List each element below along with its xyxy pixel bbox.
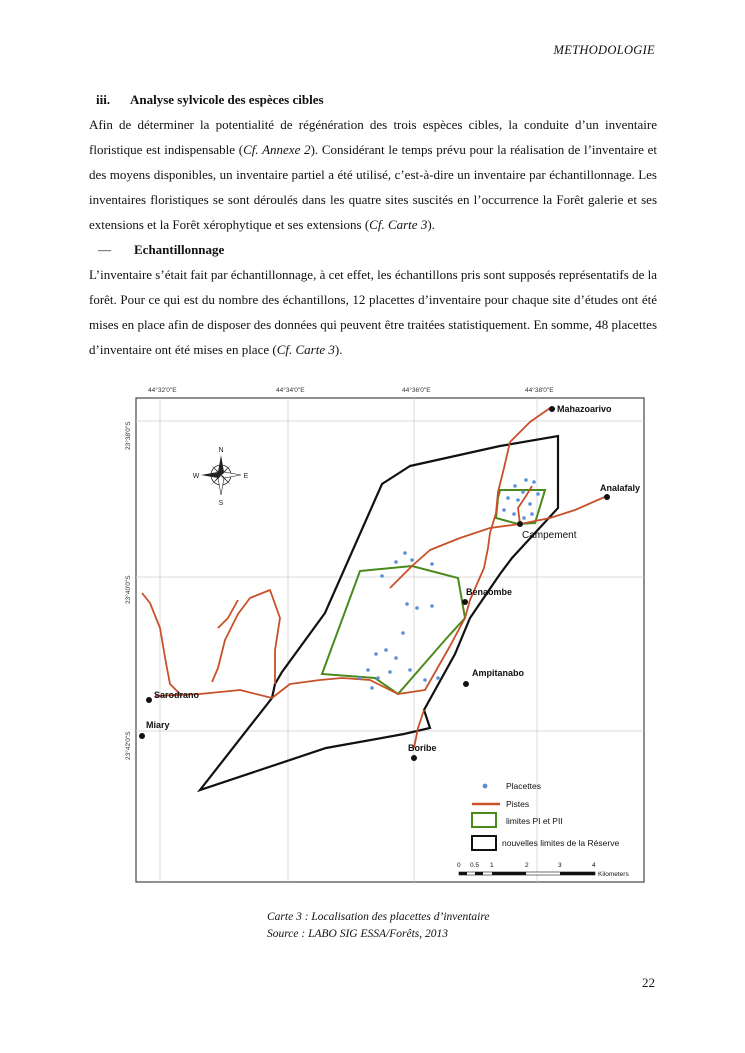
p1-text-c: ). xyxy=(427,217,435,232)
caption-source: Source : LABO SIG ESSA/Forêts, 2013 xyxy=(267,928,448,940)
p2-text-b: ). xyxy=(334,342,343,357)
p1-text-b: ). Considérant le temps prévu pour la réalisation de l’inventaire et des moyens disponibles, un inventaire partiel a été utilisé, c’est-à-dire un inventaire par échantillonnage. Les inventaires floristiques se sont déroulés dans les quatre sites suscités en l’occurrence la Forêt galerie et ses extensions et la Forêt xérophytique et ses extensions ( xyxy=(89,142,657,232)
label-analafaly: Analafaly xyxy=(600,483,641,493)
label-miary: Miary xyxy=(146,720,170,730)
scale-tick: 1 xyxy=(490,862,494,869)
label-campement: Campement xyxy=(522,530,577,541)
legend-reserve: nouvelles limites de la Réserve xyxy=(502,838,620,848)
p1-ref-carte: Cf. Carte 3 xyxy=(369,217,428,232)
lon-label: 44°34'0"E xyxy=(276,387,305,394)
lat-label: 23°40'0"S xyxy=(125,575,132,604)
boribe-marker xyxy=(411,755,417,761)
scale-tick: 0 xyxy=(457,862,461,869)
p1-text-a: Afin de déterminer la potentialité de régénération des trois espèces cibles, la conduite d’un inventaire floristique est indispensable ( xyxy=(89,117,657,157)
compass-s: S xyxy=(218,500,224,507)
label-boribe: Boribe xyxy=(408,743,437,753)
label-sarodrano: Sarodrano xyxy=(154,690,200,700)
mahazoarivo-marker xyxy=(549,406,555,412)
paragraph-echantillonnage xyxy=(89,262,657,362)
legend-limites: limites PI et PII xyxy=(506,816,563,826)
subsection-heading xyxy=(89,237,657,262)
lat-label: 23°42'0"S xyxy=(125,731,132,760)
p1-ref-annexe: Cf. Annexe 2 xyxy=(243,142,311,157)
lon-label: 44°36'0"E xyxy=(402,387,431,394)
miary-marker xyxy=(139,733,145,739)
compass-n: N xyxy=(218,447,224,454)
campement-marker xyxy=(517,521,523,527)
label-ampitanabo: Ampitanabo xyxy=(472,668,525,678)
paragraph-inventaire xyxy=(89,112,657,237)
sarodrano-marker xyxy=(146,697,152,703)
legend-pistes: Pistes xyxy=(506,799,530,809)
ampitanabo-marker xyxy=(463,681,469,687)
running-header: METHODOLOGIE xyxy=(553,43,655,57)
benaombe-marker xyxy=(462,599,468,605)
figure-caption xyxy=(267,909,490,943)
compass-e: E xyxy=(243,473,249,480)
lon-label: 44°32'0"E xyxy=(148,387,177,394)
scale-unit: Kilometers xyxy=(598,871,629,878)
label-mahazoarivo: Mahazoarivo xyxy=(557,404,612,414)
analafaly-marker xyxy=(604,494,610,500)
p2-text-a: L’inventaire s’était fait par échantillonnage, à cet effet, les échantillons pris sont supposés représentatifs de la forêt. Pour ce qui est du nombre des échantillons, 12 placettes d’inventaire pour chaque site d’études ont été mises en place afin de disposer des données qui peuvent être traitées statistiquement. En somme, 48 placettes d’inventaire ont été mises en place ( xyxy=(89,267,657,357)
scale-tick: 3 xyxy=(558,862,562,869)
lon-label: 44°38'0"E xyxy=(525,387,554,394)
section-number: iii. xyxy=(96,92,111,107)
scale-tick: 4 xyxy=(592,862,596,869)
map-carte-3 xyxy=(120,378,650,890)
section-heading xyxy=(89,87,657,112)
section-title: Analyse sylvicole des espèces cibles xyxy=(130,92,324,107)
lat-label: 23°38'0"S xyxy=(125,421,132,450)
p2-ref-carte: Cf. Carte 3 xyxy=(276,342,335,357)
scale-tick: 2 xyxy=(525,862,529,869)
legend-placettes: Placettes xyxy=(506,781,541,791)
scale-tick: 0.5 xyxy=(470,862,480,869)
body-text xyxy=(89,87,657,362)
subsection-title: Echantillonnage xyxy=(134,242,225,257)
subsection-dash: — xyxy=(98,242,111,257)
label-benaombe: Benaombe xyxy=(466,587,513,597)
compass-w: W xyxy=(192,473,200,480)
page-number: 22 xyxy=(642,975,655,990)
caption-title: Carte 3 : Localisation des placettes d’inventaire xyxy=(267,911,490,923)
